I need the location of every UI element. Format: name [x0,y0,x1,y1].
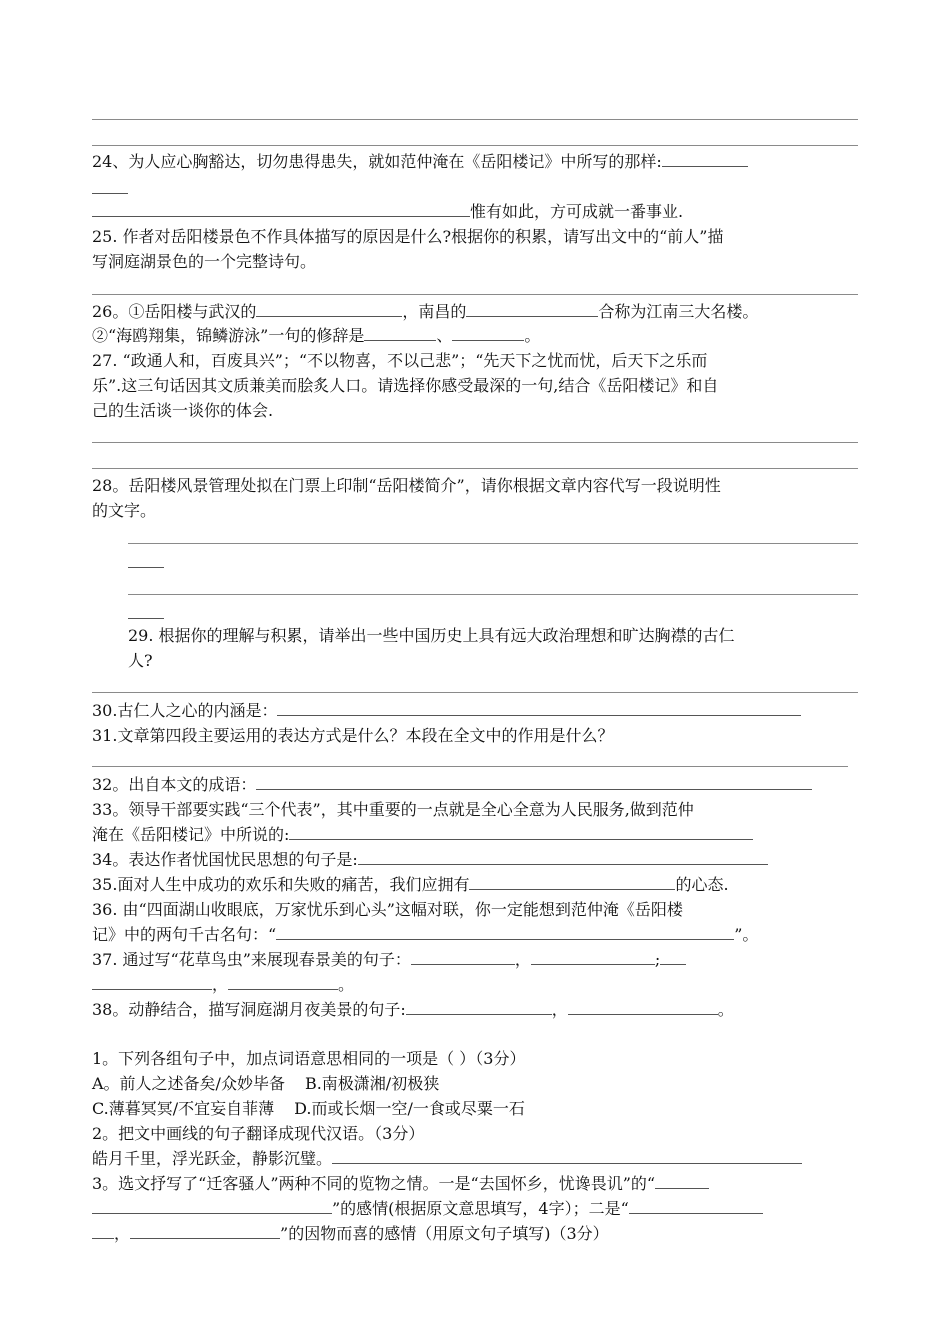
q38-end: 。 [717,1000,734,1019]
answer-blank[interactable] [364,324,436,341]
q37-sep3: ， [212,975,229,994]
answer-blank[interactable] [332,1147,802,1164]
question-36-line2 [92,923,758,947]
question-30 [92,699,801,723]
question-38 [92,998,734,1022]
option-c: C.薄暮冥冥/不宜妄自菲薄 [92,1099,275,1118]
answer-blank[interactable] [228,973,338,990]
answer-blank[interactable] [276,923,734,940]
question-28-line2: 的文字。 [92,501,157,520]
answer-blank[interactable] [406,998,552,1015]
question-29-line1: 29. 根据你的理解与积累，请举出一些中国历史上具有远大政治理想和旷达胸襟的古仁 [128,626,735,645]
q33-text: 淹在《岳阳楼记》中所说的: [92,825,290,844]
q38-sep: ， [551,1000,568,1019]
answer-blank[interactable] [531,948,655,965]
question-25-line1: 25. 作者对岳阳楼景色不作具体描写的原因是什么?根据你的积累，请写出文中的“前人”描 [92,227,724,246]
q26-text-f: 。 [524,326,541,345]
answer-line [92,145,858,146]
question-33-line1: 33。领导干部要实践“三个代表”，其中重要的一点就是全心全意为人民服务,做到范仲 [92,800,694,819]
q3-text-b: ”的感情(根据原文意思填写，4字）；二是“ [332,1199,629,1218]
question-37-line2 [92,973,354,997]
sub-question-2-sentence [92,1147,802,1171]
question-24-text: 24、为人应心胸豁达，切勿患得患失，就如范仲淹在《岳阳楼记》中所写的那样: [92,152,662,171]
answer-line [92,442,858,443]
answer-blank[interactable] [655,1172,709,1189]
option-row-cd [92,1097,525,1121]
answer-line [128,543,858,544]
answer-blank[interactable] [358,848,768,865]
answer-blank[interactable] [469,873,675,890]
option-a: A。前人之述备矣/众妙毕备 [92,1074,285,1093]
answer-line [92,692,858,693]
answer-blank[interactable] [128,618,164,619]
question-24-cont [92,200,683,224]
answer-blank[interactable] [130,1222,280,1239]
answer-blank[interactable] [289,823,753,840]
question-25-line2: 写洞庭湖景色的一个完整诗句。 [92,252,317,271]
q37-sep2: ; [654,950,661,969]
q32-text: 32。出自本文的成语： [92,775,257,794]
question-33-line2 [92,823,753,847]
answer-blank[interactable] [92,973,212,990]
q36-text-a: 记》中的两句千古名句：“ [92,925,277,944]
q30-text: 30.古仁人之心的内涵是： [92,701,278,720]
answer-blank[interactable] [660,948,686,965]
option-d: D.而或长烟一空/一食或尽粟一石 [294,1099,525,1118]
q3-text-a: 3。选文抒写了“迁客骚人”两种不同的览物之情。一是“去国怀乡，忧谗畏讥”的“ [92,1174,656,1193]
answer-blank[interactable] [256,773,812,790]
translate-sentence: 皓月千里，浮光跃金，静影沉璧。 [92,1149,333,1168]
q37-end: 。 [338,975,355,994]
question-27-line3: 己的生活谈一谈你的体会. [92,401,274,420]
q34-text: 34。表达作者忧国忧民思想的句子是: [92,850,358,869]
question-31: 31.文章第四段主要运用的表达方式是什么？本段在全文中的作用是什么？ [92,726,614,745]
answer-blank[interactable] [411,948,515,965]
answer-blank[interactable] [629,1197,763,1214]
question-24-tail: 惟有如此，方可成就一番事业. [470,202,684,221]
answer-blank[interactable] [452,324,524,341]
answer-blank[interactable] [662,150,748,167]
option-b: B.南极潇湘/初极狭 [304,1074,440,1093]
question-26-line2 [92,324,540,348]
question-35 [92,873,729,897]
answer-line [92,119,858,120]
question-26-line1 [92,300,758,324]
sub-question-3-line2 [92,1197,763,1221]
q35-text-b: 的心态. [675,875,729,894]
answer-blank[interactable] [128,567,164,568]
question-32 [92,773,812,797]
answer-blank[interactable] [466,300,598,317]
q26-text-b: ，南昌的 [402,302,467,321]
q3-text-d: ”的因物而喜的感情（用原文句子填写)（3分） [280,1224,609,1243]
question-27-line2: 乐”.这三句话因其文质兼美而脍炙人口。请选择你感受最深的一句,结合《岳阳楼记》和自 [92,376,719,395]
answer-line [92,294,858,295]
question-37-line1 [92,948,686,972]
sub-question-2: 2。把文中画线的句子翻译成现代汉语。（3分） [92,1124,425,1143]
q37-text: 37. 通过写“花草鸟虫”来展现春景美的句子： [92,950,411,969]
answer-line [92,766,848,767]
q3-text-c: ， [114,1224,131,1243]
answer-blank[interactable] [92,193,128,194]
q35-text-a: 35.面对人生中成功的欢乐和失败的痛苦，我们应拥有 [92,875,470,894]
question-29-line2: 人? [128,651,153,670]
question-28-line1: 28。岳阳楼风景管理处拟在门票上印制“岳阳楼简介”，请你根据文章内容代写一段说明性 [92,476,721,495]
answer-blank[interactable] [256,300,402,317]
answer-blank[interactable] [568,998,718,1015]
option-row-ab [92,1072,439,1096]
answer-blank[interactable] [92,1197,332,1214]
sub-question-1: 1。下列各组句子中，加点词语意思相同的一项是（ ）（3分） [92,1049,526,1068]
q26-text-e: 、 [436,326,453,345]
sub-question-3-line3 [92,1222,609,1246]
answer-line [128,594,858,595]
q36-text-b: ”。 [734,925,759,944]
answer-blank[interactable] [92,200,470,217]
q26-text-d: ②“海鸥翔集，锦鳞游泳”一句的修辞是 [92,326,365,345]
question-34 [92,848,768,872]
answer-blank[interactable] [277,699,801,716]
answer-line [92,468,858,469]
q38-text: 38。动静结合，描写洞庭湖月夜美景的句子: [92,1000,406,1019]
sub-question-3-line1 [92,1172,709,1196]
q26-text-c: 合称为江南三大名楼。 [598,302,759,321]
question-36-line1: 36. 由“四面湖山收眼底，万家忧乐到心头”这幅对联，你一定能想到范仲淹《岳阳楼 [92,900,683,919]
q26-text-a: 26。①岳阳楼与武汉的 [92,302,257,321]
answer-blank[interactable] [92,1222,114,1239]
question-27-line1: 27. “政通人和，百废具兴”；“不以物喜，不以己悲”；“先天下之忧而忧，后天下之乐而 [92,351,708,370]
q37-sep1: ， [514,950,531,969]
question-24 [92,150,748,174]
